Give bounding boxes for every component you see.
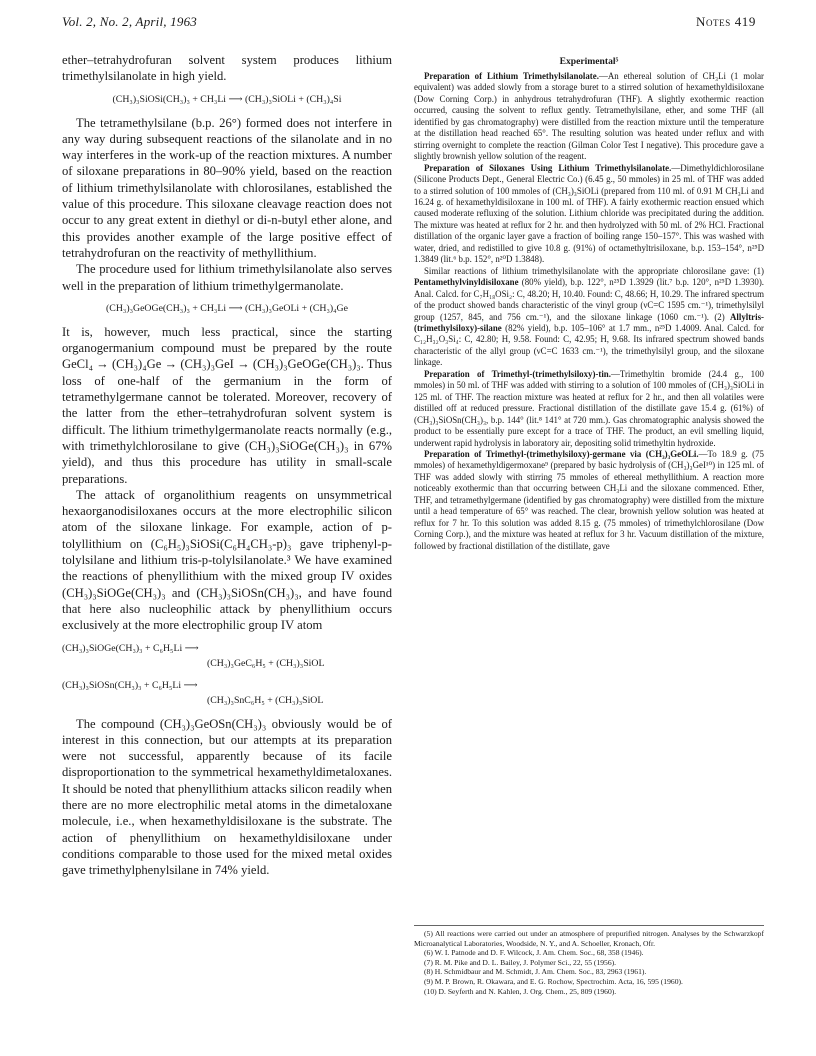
running-header: [62, 14, 756, 34]
paragraph-text: —An ethereal solution of CH₃Li (1 molar equivalent) was added slowly from a storage buret to a stirred solution of hexamethyldisiloxane (Dow Corning Corp.) in anhydrous tetrahydrofuran (THF). A slightly exothermic reaction occurred, causing the solvent to reflux gently. Tetramethylsilane, ether, and some THF (all identified by gas chromatography) were distilled from the reaction mixture until the temperature at the distillation head reached 65°. The resulting solution was heated under reflux and with stirring overnight to complete the reaction (Gilman Color Test I negative). This procedure gave a slightly brownish yellow solution of the reagent.: [414, 71, 765, 162]
footnote: (8) H. Schmidbaur and M. Schmidt, J. Am. Chem. Soc., 83, 2963 (1961).: [424, 967, 647, 977]
paragraph: [414, 369, 764, 449]
footnote: (7) R. M. Pike and D. L. Bailey, J. Polymer Sci., 22, 55 (1956).: [424, 957, 617, 967]
equation: (CH₃)₃GeOGe(CH₃)₃ + CH₃Li ⟶ (CH₃)₃GeOLi + (CH₃)₄Ge: [106, 302, 348, 314]
run-in-heading: Preparation of Siloxanes Using Lithium Trimethylsilanolate.: [424, 162, 672, 173]
paragraph-text: —Trimethyltin bromide (24.4 g., 100 mmoles) in 50 ml. of THF was added with stirring to a solution of 100 mmoles of (CH₃)₃SiOLi in 125 ml. of THF. The reaction mixture was heated at reflux for 2 hr., and then all volatiles were distilled off at reduced pressure. Fractional distillation of the distillate gave 15.4 g. (61%) of (CH₃)₃SiOSn(CH₃)₃, b.p. 144° (lit.⁸ 141° at 720 mm.). Gas chromatographic analysis showed the product to be essentially pure except for a trace of THF. The product, an evil smelling liquid, underwent rapid hydrolysis in laboratory air, depositing solid trimethyltin hydroxide.: [414, 368, 764, 448]
left-column: [62, 52, 392, 878]
equation: (CH₃)₃SiOGe(CH₃)₃ + C₆H₅Li ⟶: [62, 642, 199, 654]
journal-issue: Vol. 2, No. 2, April, 1963: [62, 14, 197, 29]
section-page-number: Notes 419: [695, 14, 756, 29]
paragraph: The attack of organolithium reagents on unsymmetrical hexaorganodisiloxanes occurs at the more electrophilic silicon atom of the siloxane linkage. For example, action of p-tolyllithium on (C₆H₅)₃SiOSi(C₆H₄CH₃-p)₃ gave triphenyl-p-tolylsilane and lithium tris-p-tolylsilanolate.³ We have examined the reactions of phenyllithium with the mixed group IV oxides (CH₃)₃SiOGe(CH₃)₃ and (CH₃)₃SiOSn(CH₃)₃, and have found that here also nucleophilic attack by phenyllithium occurs exclusively at the more electrophilic group IV atom: [62, 487, 392, 633]
footnote: (6) W. I. Patnode and D. F. Wilcock, J. Am. Chem. Soc., 68, 358 (1946).: [424, 948, 644, 958]
paragraph: The compound (CH₃)₃GeOSn(CH₃)₃ obviously would be of interest in this connection, but our attempts at its preparation were not successful, apparently because of its facile disproportionation to the symmetrical hexamethyldimetaloxanes. It should be noted that phenyllithium attacks silicon readily when there are no more electrophilic metal atoms in the dimetaloxane molecule, i.e., when hexamethyldisiloxane is the substrate. The action of phenyllithium on hexamethyldisiloxane under conditions comparable to those used for the mixed metal oxides gave trimethylphenylsilane in 74% yield.: [62, 716, 392, 878]
paragraph-text: (82% yield), b.p. 105–106° at 1.7 mm., n²⁵D 1.4009. Anal. Calcd. for C₁₂H₃₂O₃Si₄: C, 42.80; H, 9.58. Found: C, 42.95; H, 9.68. Its infrared spectrum showed bands characteristic of the allyl group (νC=C 1633 cm.⁻¹), the trimethylsilyl group, and the siloxane linkage.: [414, 322, 764, 368]
paragraph-text: —To 18.9 g. (75 mmoles) of hexamethyldigermoxane⁹ (prepared by basic hydrolysis of (CH₃)₃GeI¹⁰) in 125 ml. of THF was added slowly with stirring 75 mmoles of ethereal methyllithium. A reaction more noticeably exothermic than that occurring between CH₃Li and the siloxane commenced. Ether, THF, and tetramethylgermane (identified by gas chromatography) were distilled from the mixture until a head temperature of 65° was reached. The clear, brownish yellow solution was heated at reflux for 7 hr. To this solution was added 8.15 g. (75 mmoles) of trimethylchlorosilane (Dow Corning Corp.), and the mixture was heated at reflux for 3 hr. Vacuum distillation of the mixture, followed by fractional distillation of the distillate, gave: [414, 448, 764, 551]
paragraph-text: Similar reactions of lithium trimethylsilanolate with the appropriate chlorosilane gave: (1): [424, 265, 764, 276]
paragraph-text: —Dimethyldichlorosilane (Silicone Products Dept., General Electric Co.) (6.45 g., 50 mmoles) in 25 ml. of THF was added to a stirred solution of 100 mmoles of (CH₃)₃SiOLi (prepared from 110 ml. of 0.91 M CH₃Li and 16.24 g. of hexamethyldisiloxane in 100 ml. of THF). A fairly exothermic reaction ensued which caused moderate refluxing of the solution. Lithium chloride was precipitated during the addition. The mixture was heated at reflux for 2 hr. and then hydrolyzed with 50 ml. of 2% HCl. Fractional distillation of the organic layer gave a fraction of boiling range 150–157°. This was washed with water, dried, and redistilled to give 10.8 g. (91%) of octamethyltrisiloxane, b.p. 153–154°, n²⁵D 1.3849 (lit.⁶ b.p. 152°, n²⁰D 1.3848).: [414, 162, 764, 265]
equation: (CH₃)₃GeC₆H₅ + (CH₃)₃SiOL: [207, 657, 325, 669]
paragraph: The procedure used for lithium trimethylsilanolate also serves well in the preparation of lithium trimethylgermanolate.: [62, 262, 392, 293]
run-in-heading: Preparation of Trimethyl-(trimethylsiloxy)-tin.: [424, 368, 611, 379]
paragraph: ether–tetrahydrofuran solvent system produces lithium trimethylsilanolate in high yield.: [62, 53, 392, 84]
equation: (CH₃)₃SnC₆H₅ + (CH₃)₃SiOL: [207, 694, 324, 706]
footnote: (9) M. P. Brown, R. Okawara, and E. G. Rochow, Spectrochim. Acta, 16, 595 (1960).: [424, 976, 683, 986]
footnote: (5) All reactions were carried out under an atmosphere of prepurified nitrogen. Analyses by the Schwarzkopf Microanalytical Laboratories, Woodside, N. Y., and A. Schoeller, Kronach, Ofr.: [414, 929, 764, 948]
paragraph: [414, 266, 764, 369]
paragraph: The tetramethylsilane (b.p. 26°) formed does not interfere in any way during subsequent reactions of the silanolate and in no way interferes in the work-up of the reaction mixtures. A number of siloxane preparations in 80–90% yield, based on the reaction of lithium trimethylsilanolate with chlorosilanes, established the value of this procedure. This siloxane cleavage reaction does not occur to any great extent in diethyl or di-n-butyl ether alone, and this provides another example of the large positive effect of tetrahydrofuran on the reactivity of methyllithium.: [62, 115, 392, 260]
paragraph: [414, 449, 764, 552]
footnote: (10) D. Seyferth and N. Kahlen, J. Org. Chem., 25, 809 (1960).: [424, 986, 617, 996]
right-column: [414, 52, 764, 552]
paragraph: [414, 163, 764, 266]
section-heading: Experimental⁵: [559, 56, 619, 67]
paragraph-text: (80% yield), b.p. 122°, n²⁵D 1.3929 (lit.⁷ b.p. 120°, n²⁵D 1.3930). Anal. Calcd. for C₇H₁₈OSi₂: C, 48.20; H, 10.40. Found: C, 48.66; H, 10.29. The infrared spectrum of the product showed bands characteristic of the vinyl group (νC=C 1595 cm.⁻¹), trimethylsilyl group (1257, 845, and 756 cm.⁻¹), and the siloxane linkage (1060 cm.⁻¹). (2): [414, 277, 764, 322]
compound-name: Pentamethylvinyldisiloxane: [414, 277, 519, 288]
paragraph: It is, however, much less practical, since the starting organogermanium compound must be prepared by the route GeCl₄ → (CH₃)₄Ge → (CH₃)₃GeI → (CH₃)₃GeOGe(CH₃)₃. Thus loss of one-half of the germanium in the form of tetramethylgermane cannot be tolerated. Moreover, recovery of the latter from the ether–tetrahydrofuran solvent system is difficult. The lithium trimethylgermanolate reacts normally (e.g., with trimethylchlorosilane to give (CH₃)₃SiOGe(CH₃)₃ in 67% yield), and thus this procedure has utility in small-scale preparations.: [62, 324, 392, 486]
equation: (CH₃)₃SiOSi(CH₃)₃ + CH₃Li ⟶ (CH₃)₃SiOLi + (CH₃)₄Si: [112, 93, 342, 105]
paragraph: [414, 71, 764, 163]
run-in-heading: Preparation of Lithium Trimethylsilanolate.: [424, 71, 599, 81]
compound-name: Allyltris-(trimethylsiloxy)-silane: [414, 311, 764, 333]
run-in-heading: Preparation of Trimethyl-(trimethylsiloxy)-germane via (CH₃)₃GeOLi.: [424, 448, 699, 459]
footnotes: [414, 925, 764, 996]
equation: (CH₃)₃SiOSn(CH₃)₃ + C₆H₅Li ⟶: [62, 679, 198, 691]
